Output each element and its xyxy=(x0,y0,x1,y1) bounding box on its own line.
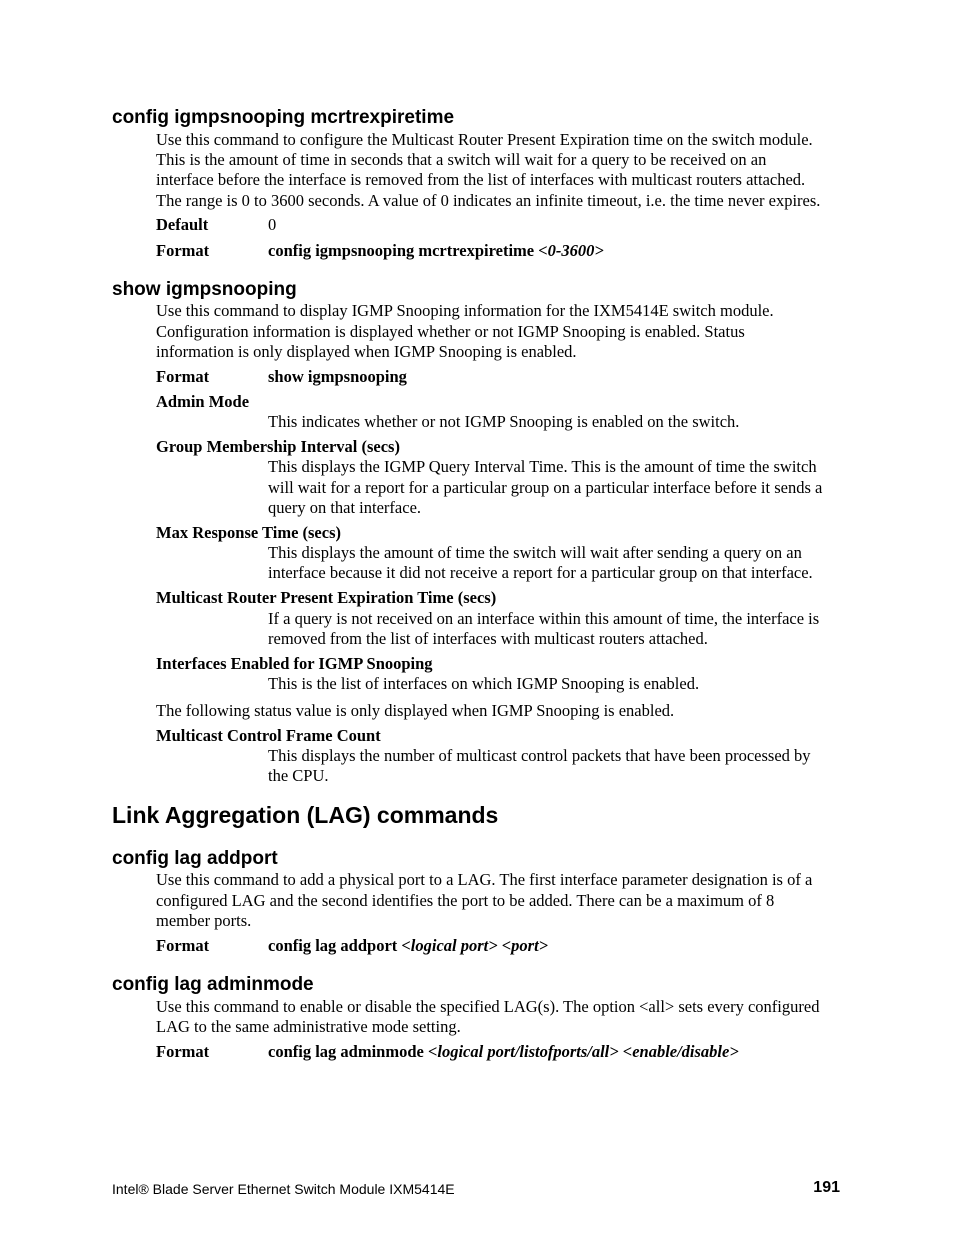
format-command: config igmpsnooping mcrtrexpiretime xyxy=(268,241,539,260)
term-label: Max Response Time (secs) xyxy=(156,523,341,542)
term-description: the CPU. xyxy=(268,766,329,785)
format-command: show igmpsnooping xyxy=(268,367,407,386)
term-description: will wait for a report for a particular group on a particular interface before it sends a xyxy=(268,478,823,497)
term-label: Multicast Router Present Expiration Time (secs) xyxy=(156,588,497,607)
format-syntax xyxy=(268,936,548,956)
paragraph-line: This is the amount of time in seconds that a switch will wait for a query to be received on an xyxy=(156,150,767,169)
format-label: Format xyxy=(156,241,210,260)
format-label: Format xyxy=(156,367,210,386)
paragraph-line: Use this command to display IGMP Snooping information for the IXM5414E switch module. xyxy=(156,301,774,320)
paragraph-line: configured LAG and the second identifies the port to be added. There can be a maximum of 8 xyxy=(156,891,775,910)
paragraph-line: LAG to the same administrative mode setting. xyxy=(156,1017,461,1036)
paragraph-line: The range is 0 to 3600 seconds. A value of 0 indicates an infinite timeout, i.e. the time never expires. xyxy=(156,191,821,210)
status-note: The following status value is only displayed when IGMP Snooping is enabled. xyxy=(156,701,675,720)
page-number: 191 xyxy=(813,1179,840,1196)
term-description: query on that interface. xyxy=(268,498,422,517)
format-syntax xyxy=(268,1042,739,1062)
term-label: Group Membership Interval (secs) xyxy=(156,437,400,456)
default-value: 0 xyxy=(268,215,277,234)
section-heading: show igmpsnooping xyxy=(112,279,297,300)
format-command: config lag adminmode xyxy=(268,1042,428,1061)
term-description: This displays the amount of time the switch will wait after sending a query on an xyxy=(268,543,802,562)
term-description: This displays the number of multicast control packets that have been processed by xyxy=(268,746,811,765)
term-description: If a query is not received on an interface within this amount of time, the interface is xyxy=(268,609,820,628)
paragraph-line: information is only displayed when IGMP Snooping is enabled. xyxy=(156,342,577,361)
term-description: interface because it did not receive a report for a particular group on that interface. xyxy=(268,563,813,582)
default-label: Default xyxy=(156,215,209,234)
paragraph-line: Use this command to add a physical port to a LAG. The first interface parameter designation is of a xyxy=(156,870,813,889)
term-description: This is the list of interfaces on which IGMP Snooping is enabled. xyxy=(268,674,700,693)
paragraph-line: member ports. xyxy=(156,911,252,930)
term-description: This indicates whether or not IGMP Snooping is enabled on the switch. xyxy=(268,412,740,431)
format-syntax xyxy=(268,241,604,261)
chapter-heading: Link Aggregation (LAG) commands xyxy=(112,802,499,828)
paragraph-line: Use this command to configure the Multicast Router Present Expiration time on the switch module. xyxy=(156,130,813,149)
paragraph-line: Use this command to enable or disable the specified LAG(s). The option <all> sets every configured xyxy=(156,997,820,1016)
format-label: Format xyxy=(156,936,210,955)
paragraph-line: interface before the interface is removed from the list of interfaces with multicast routers attached. xyxy=(156,170,806,189)
term-label: Admin Mode xyxy=(156,392,250,411)
term-description: removed from the list of interfaces with multicast routers attached. xyxy=(268,629,708,648)
format-label: Format xyxy=(156,1042,210,1061)
format-command: config lag addport xyxy=(268,936,402,955)
section-heading: config lag adminmode xyxy=(112,974,314,995)
paragraph-line: Configuration information is displayed whether or not IGMP Snooping is enabled. Status xyxy=(156,322,745,341)
section-heading: config lag addport xyxy=(112,848,278,869)
format-arguments: <0-3600> xyxy=(538,241,604,260)
term-label: Multicast Control Frame Count xyxy=(156,726,381,745)
term-label: Interfaces Enabled for IGMP Snooping xyxy=(156,654,433,673)
term-description: This displays the IGMP Query Interval Time. This is the amount of time the switch xyxy=(268,457,817,476)
format-arguments: <logical port/listofports/all> <enable/disable> xyxy=(427,1042,739,1061)
section-heading: config igmpsnooping mcrtrexpiretime xyxy=(112,107,455,128)
format-arguments: <logical port> <port> xyxy=(401,936,549,955)
footer-text: Intel® Blade Server Ethernet Switch Module IXM5414E xyxy=(112,1181,455,1197)
